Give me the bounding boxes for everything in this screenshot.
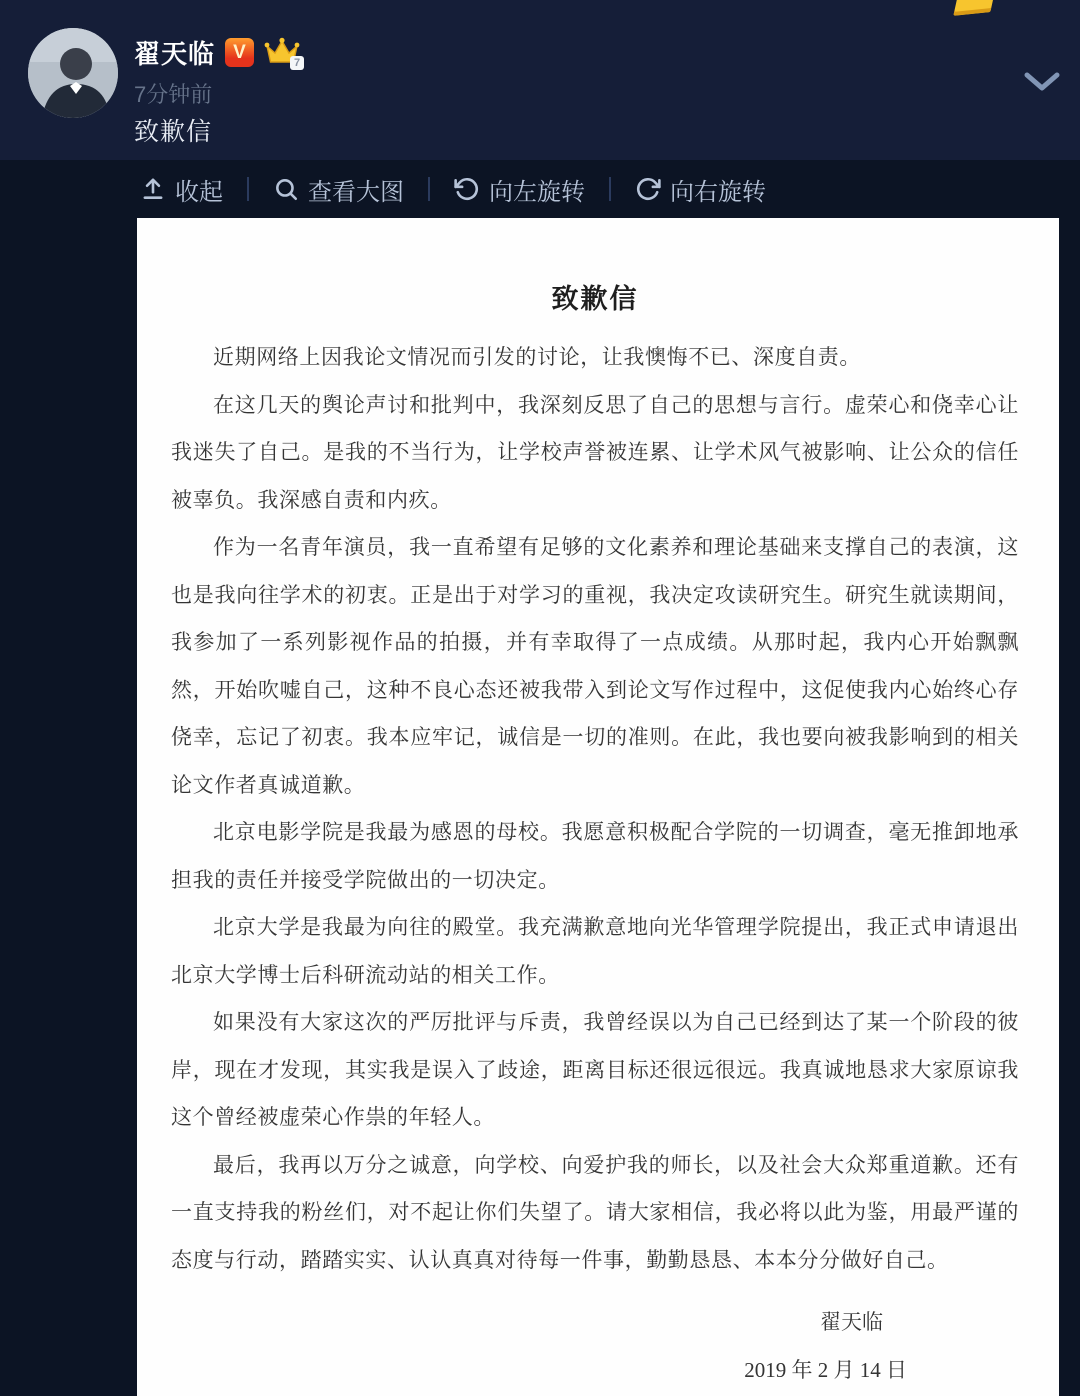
collapse-label: 收起 xyxy=(175,178,223,206)
letter-body xyxy=(171,334,1019,1284)
magnifier-icon xyxy=(273,176,299,202)
toolbar-divider xyxy=(428,177,430,201)
verified-v-icon: V xyxy=(225,38,254,67)
letter-date: 2019 年 2 月 14 日 xyxy=(744,1358,907,1382)
letter-paragraph: 作为一名青年演员，我一直希望有足够的文化素养和理论基础来支撑自己的表演，这也是我向往学术的初衷。正是出于对学习的重视，我决定攻读研究生。研究生就读期间，我参加了一系列影视作品的拍摄，并有幸取得了一点成绩。从那时起，我内心开始飘飘然，开始吹嘘自己，这种不良心态还被我带入到论文写作过程中，这促使我内心始终心存侥幸，忘记了初衷。我本应牢记，诚信是一切的准则。在此，我也要向被我影响到的相关论文作者真诚道歉。 xyxy=(171,535,1019,797)
image-toolbar xyxy=(0,160,1080,218)
collapse-button[interactable] xyxy=(140,172,223,207)
letter-signature: 翟天临 xyxy=(820,1310,883,1334)
letter-paragraph: 北京电影学院是我最为感恩的母校。我愿意积极配合学院的一切调查，毫无推卸地承担我的责任并接受学院做出的一切决定。 xyxy=(171,820,1019,892)
view-large-button[interactable] xyxy=(273,172,404,207)
corner-sticker-icon xyxy=(953,0,994,16)
letter-content xyxy=(137,218,1059,1394)
rotate-ccw-icon xyxy=(454,176,480,202)
toolbar-divider xyxy=(609,177,611,201)
avatar[interactable] xyxy=(28,28,118,118)
post-text: 致歉信 xyxy=(134,118,213,146)
letter-paragraph: 最后，我再以万分之诚意，向学校、向爱护我的师长，以及社会大众郑重道歉。还有一直支持我的粉丝们，对不起让你们失望了。请大家相信，我必将以此为鉴，用最严谨的态度与行动，踏踏实实、认认真真对待每一件事，勤勤恳恳、本本分分做好自己。 xyxy=(171,1152,1019,1272)
username[interactable]: 翟天临 xyxy=(134,39,216,69)
letter-paragraph: 如果没有大家这次的严厉批评与斥责，我曾经误以为自己已经到达了某一个阶段的彼岸，现在才发现，其实我是误入了歧途，距离目标还很远很远。我真诚地恳求大家原谅我这个曾经被虚荣心作祟的年轻人。 xyxy=(171,1010,1019,1129)
post-header xyxy=(0,0,1080,160)
toolbar-divider xyxy=(247,177,249,201)
avatar-silhouette xyxy=(28,28,118,118)
rotate-left-label: 向左旋转 xyxy=(489,178,585,206)
view-large-label: 查看大图 xyxy=(308,178,404,206)
letter-paragraph: 在这几天的舆论声讨和批判中，我深刻反思了自己的思想与言行。虚荣心和侥幸心让我迷失了自己。是我的不当行为，让学校声誉被连累、让学术风气被影响、让公众的信任被辜负。我深感自责和内疚。 xyxy=(171,392,1019,512)
letter-title: 致歉信 xyxy=(551,284,639,314)
upload-arrow-icon xyxy=(140,176,166,202)
letter-paragraph: 北京大学是我最为向往的殿堂。我充满歉意地向光华管理学院提出，我正式申请退出北京大学博士后科研流动站的相关工作。 xyxy=(171,915,1019,987)
post-timestamp: 7分钟前 xyxy=(134,82,213,107)
vip-level-badge: 7 xyxy=(290,56,304,70)
chevron-down-icon[interactable] xyxy=(1024,72,1060,97)
rotate-left-button[interactable] xyxy=(454,172,585,207)
rotate-cw-icon xyxy=(635,176,661,202)
letter-paragraph: 近期网络上因我论文情况而引发的讨论，让我懊悔不已、深度自责。 xyxy=(213,345,861,369)
rotate-right-label: 向右旋转 xyxy=(670,178,766,206)
letter-image[interactable] xyxy=(137,218,1059,1396)
rotate-right-button[interactable] xyxy=(635,172,766,207)
user-row xyxy=(134,34,302,71)
vip-crown-icon xyxy=(264,37,302,69)
